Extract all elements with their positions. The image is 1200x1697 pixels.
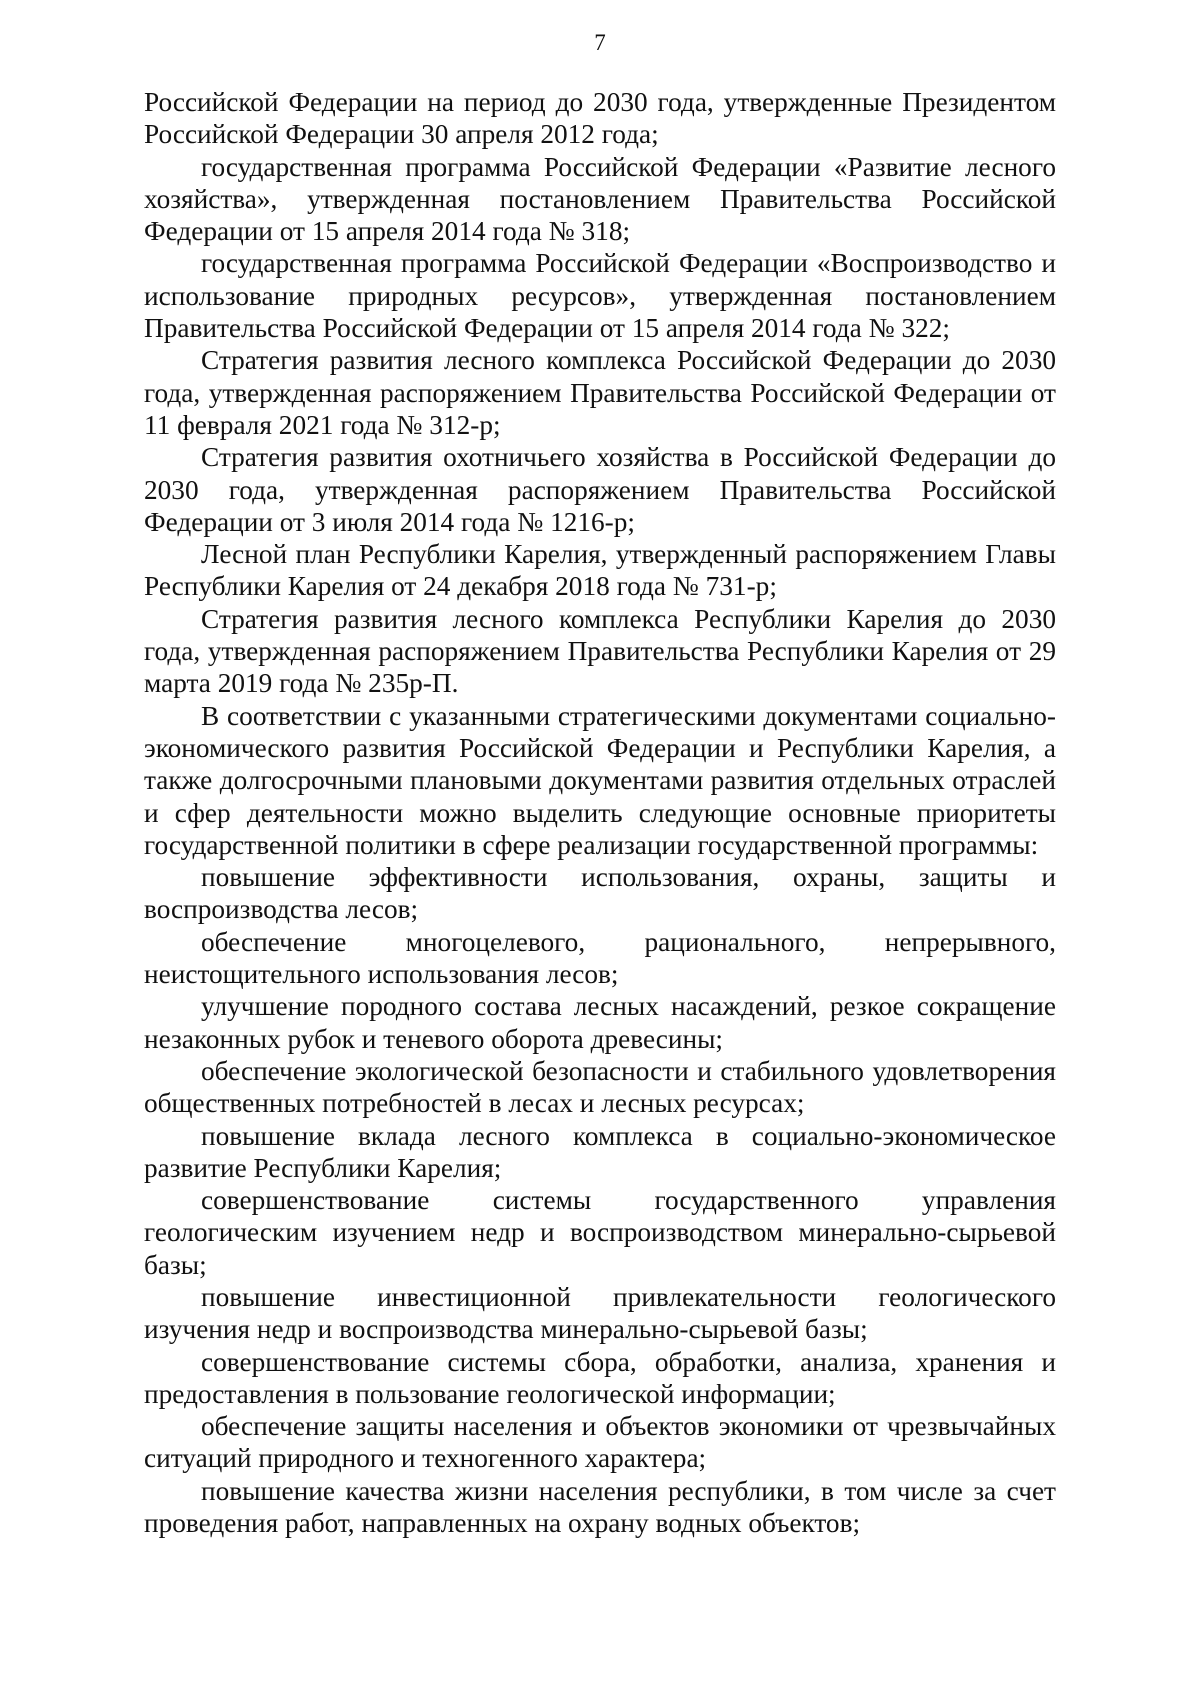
priority-item: повышение качества жизни населения республики, в том числе за счет проведения работ, направленных на охрану водных объектов;: [144, 1475, 1056, 1539]
priority-item: совершенствование системы сбора, обработки, анализа, хранения и предоставления в пользование геологической информации;: [144, 1346, 1056, 1409]
priority-item: совершенствование системы государственного управления геологическим изучением недр и воспроизводством минерально-сырьевой базы;: [144, 1185, 1056, 1280]
paragraph-forest-plan-karelia: Лесной план Республики Карелия, утвержденный распоряжением Главы Республики Карелия от 24 декабря 2018 года № 731-р;: [144, 539, 1056, 602]
page-number: 7: [594, 30, 606, 55]
paragraph-forest-program: государственная программа Российской Федерации «Развитие лесного хозяйства», утвержденная постановлением Правительства Российской Федерации от 15 апреля 2014 года № 318;: [144, 151, 1056, 247]
priority-item: улучшение породного состава лесных насаждений, резкое сокращение незаконных рубок и теневого оборота древесины;: [144, 991, 1056, 1054]
paragraph-resources-program: государственная программа Российской Федерации «Воспроизводство и использование природных ресурсов», утвержденная постановлением Правительства Российской Федерации от 15 апреля 2014 года № 322;: [144, 248, 1056, 344]
paragraph-priorities-intro: В соответствии с указанными стратегическими документами социально-экономического развития Российской Федерации и Республики Карелия, а также долгосрочными плановыми документами развития отдельных отраслей и сфер деятельности можно выделить следующие основные приоритеты государственной политики в сфере реализации государственной программы:: [144, 700, 1056, 860]
paragraph-continuation: Российской Федерации на период до 2030 года, утвержденные Президентом Российской Федерации 30 апреля 2012 года;: [144, 87, 1056, 150]
paragraph-forest-strategy-karelia: Стратегия развития лесного комплекса Республики Карелия до 2030 года, утвержденная распоряжением Правительства Республики Карелия от 29 марта 2019 года № 235р-П.: [144, 603, 1056, 699]
priority-item: повышение эффективности использования, охраны, защиты и воспроизводства лесов;: [144, 862, 1056, 925]
paragraph-forest-strategy-rf: Стратегия развития лесного комплекса Российской Федерации до 2030 года, утвержденная распоряжением Правительства Российской Федерации от 11 февраля 2021 года № 312-р;: [144, 345, 1056, 440]
priority-item: обеспечение защиты населения и объектов экономики от чрезвычайных ситуаций природного и техногенного характера;: [144, 1411, 1056, 1474]
priority-item: повышение инвестиционной привлекательности геологического изучения недр и воспроизводства минерально-сырьевой базы;: [144, 1281, 1056, 1345]
priority-item: обеспечение экологической безопасности и стабильного удовлетворения общественных потребностей в лесах и лесных ресурсах;: [144, 1055, 1056, 1119]
document-body: [144, 86, 1056, 1539]
priority-item: повышение вклада лесного комплекса в социально-экономическое развитие Республики Карелия;: [144, 1120, 1056, 1183]
priority-item: обеспечение многоцелевого, рационального, непрерывного, неистощительного использования лесов;: [144, 926, 1056, 990]
paragraph-hunting-strategy: Стратегия развития охотничьего хозяйства в Российской Федерации до 2030 года, утвержденная распоряжением Правительства Российской Федерации от 3 июля 2014 года № 1216-р;: [144, 442, 1056, 537]
